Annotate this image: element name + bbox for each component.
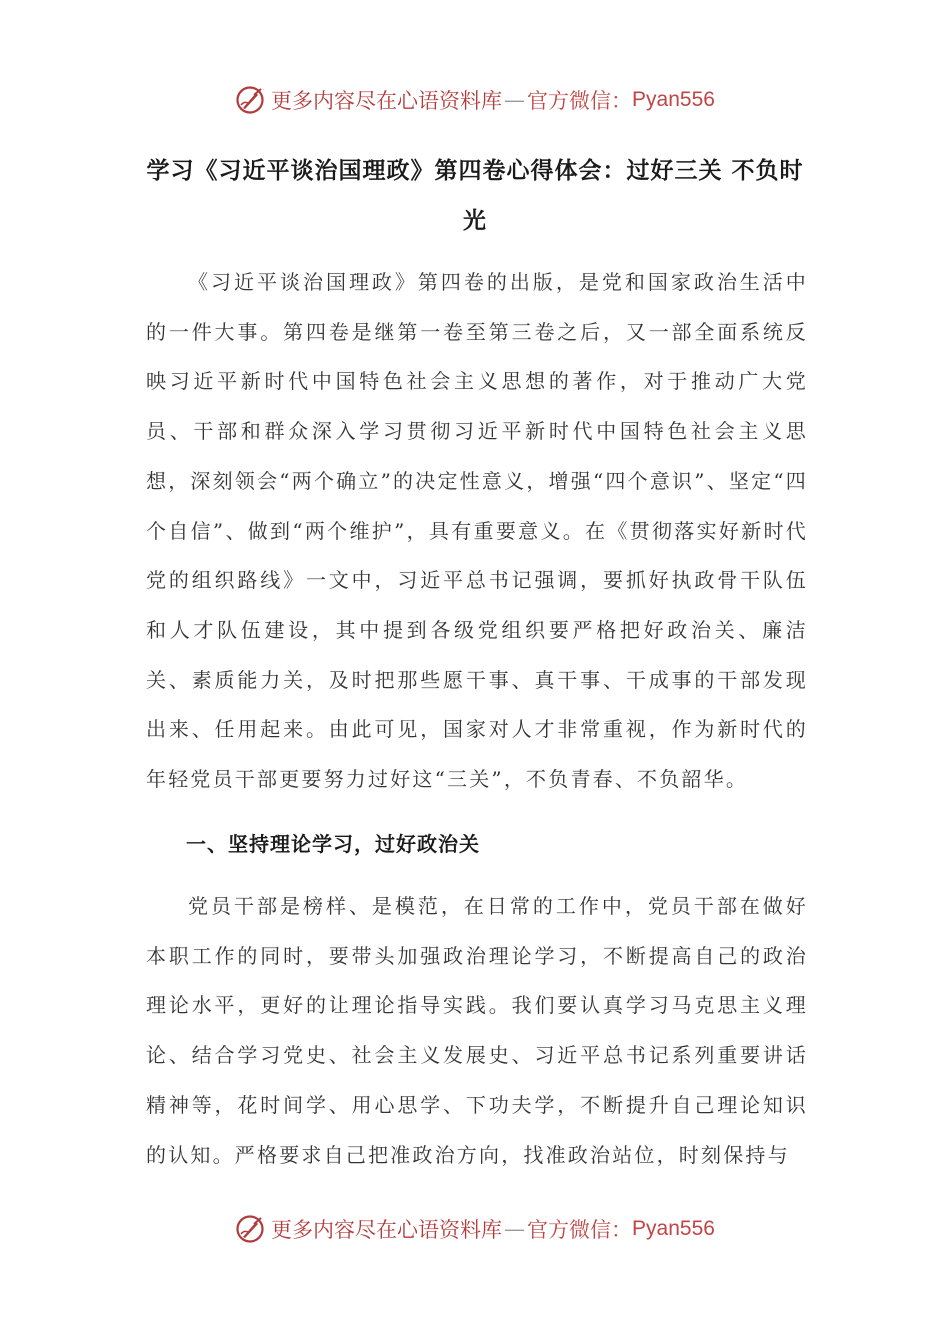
banner-separator: — [504, 88, 526, 112]
quill-seal-icon [235, 85, 265, 115]
banner-text: 更多内容尽在心语资料库 [271, 1218, 503, 1242]
paragraph-intro: 《习近平谈治国理政》第四卷的出版，是党和国家政治生活中的一件大事。第四卷是继第一卷至第三卷之后，又一部全面系统反映习近平新时代中国特色社会主义思想的著作，对于推动广大党员、干部和群众深入学习贯彻习近平新时代中国特色社会主义思想，深刻领会“两个确立”的决定性意义，增强“四个意识”、坚定“四个自信”、做到“两个维护”，具有重要意义。在《贯彻落实好新时代党的组织路线》一文中，习近平总书记强调，要抓好执政骨干队伍和人才队伍建设，其中提到各级党组织要严格把好政治关、廉洁关、素质能力关，及时把那些愿干事、真干事、干成事的干部发现出来、任用起来。由此可见，国家对人才非常重视，作为新时代的年轻党员干部更要努力过好这“三关”，不负青春、不负韶华。 [146, 270, 808, 792]
document-title: 学习《习近平谈治国理政》第四卷心得体会：过好三关 不负时光 [146, 158, 804, 234]
banner-text: 更多内容尽在心语资料库 [271, 89, 503, 113]
watermark-banner-bottom [0, 1209, 950, 1249]
banner-wechat-id: Pyan556 [632, 88, 715, 111]
quill-seal-icon [235, 1214, 265, 1244]
paragraph-section-1: 党员干部是榜样、是模范，在日常的工作中，党员干部在做好本职工作的同时，要带头加强政治理论学习，不断提高自己的政治理论水平，更好的让理论指导实践。我们要认真学习马克思主义理论、结合学习党史、社会主义发展史、习近平总书记系列重要讲话精神等，花时间学、用心思学、下功夫学，不断提升自己理论知识的认知。严格要求自己把准政治方向，找准政治站位，时刻保持与 [146, 894, 808, 1167]
banner-wechat-label: 官方微信： [527, 89, 633, 113]
banner-separator: — [504, 1217, 526, 1241]
banner-wechat-label: 官方微信： [527, 1218, 633, 1242]
section-heading-political: 一、坚持理论学习，过好政治关 [186, 832, 480, 856]
banner-wechat-id: Pyan556 [632, 1217, 715, 1240]
watermark-banner-top [0, 80, 950, 120]
